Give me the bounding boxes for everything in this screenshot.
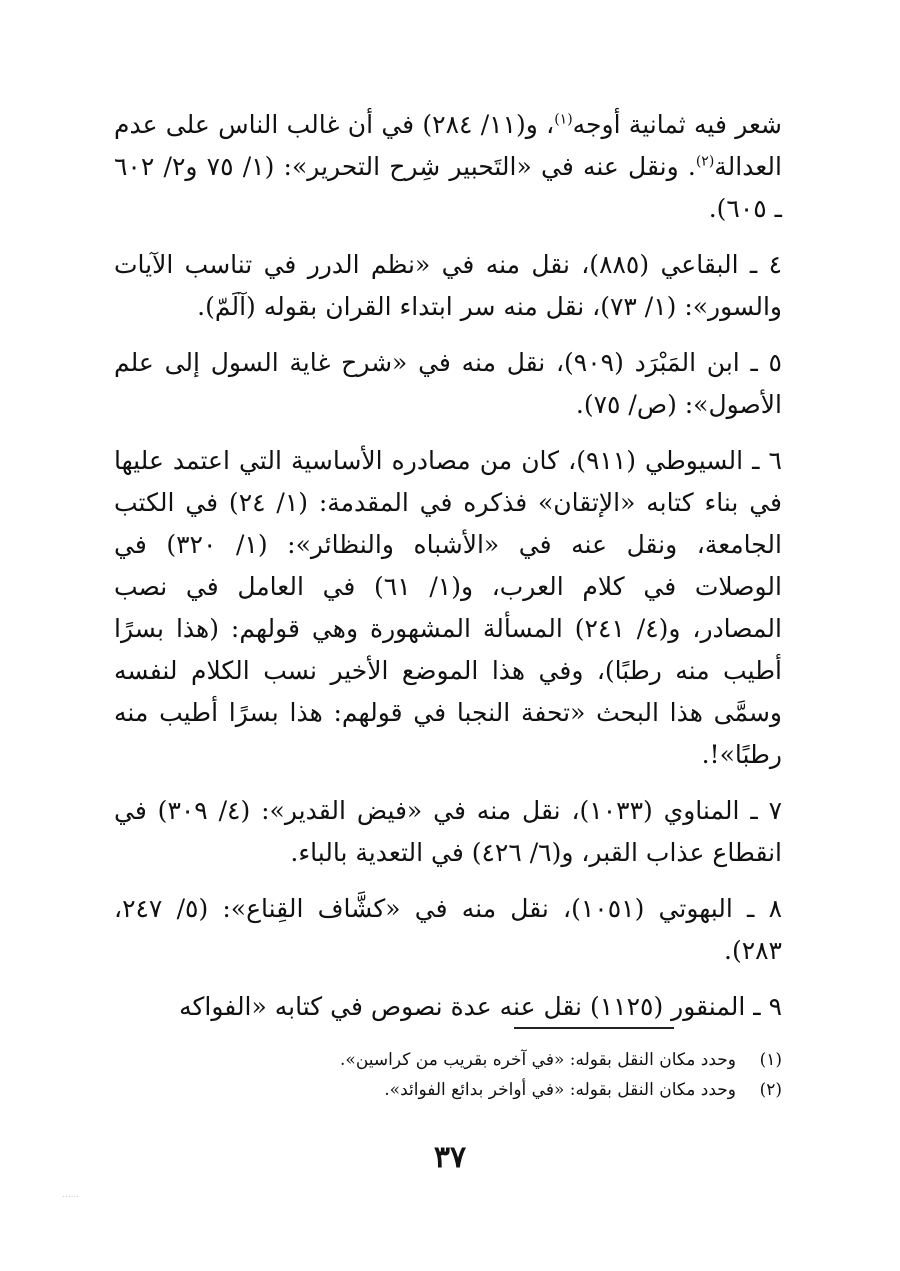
paragraph-item-6: ٦ ـ السيوطي (٩١١)، كان من مصادره الأساسية التي اعتمد عليها في بناء كتابه «الإتقان» فذكره في المقدمة: (١/ ٢٤) في الكتب الجامعة، ونقل عنه في «الأشباه والنظائر»: (١/ ٣٢٠) في الوصلات في كلام العرب، و(١/ ٦١) في العامل في نصب المصادر، و(٤/ ٢٤١) المسألة المشهورة وهي قولهم: (هذا بسرًا أطيب منه رطبًا)، وفي هذا الموضع الأخير نسب الكلام لنفسه وسمَّى هذا البحث «تحفة النجبا في قولهم: هذا بسرًا أطيب منه رطبًا»!. <box>114 446 782 769</box>
footnote-text: وحدد مكان النقل بقوله: «في أواخر بدائع الفوائد». <box>384 1080 736 1100</box>
paragraph-item-5: ٥ ـ ابن المَبْرَد (٩٠٩)، نقل منه في «شرح غاية السول إلى علم الأصول»: (ص/ ٧٥). <box>114 348 782 419</box>
scan-artifact: ...... <box>62 1190 80 1200</box>
footnotes <box>118 1045 782 1105</box>
main-text <box>114 104 782 1042</box>
paragraph-item-4: ٤ ـ البقاعي (٨٨٥)، نقل منه في «نظم الدرر في تناسب الآيات والسور»: (١/ ٧٣)، نقل منه سر ابتداء القران بقوله (آلَمّ). <box>114 250 783 321</box>
footnote-separator <box>514 1027 674 1029</box>
paragraph-item-8: ٨ ـ البهوتي (١٠٥١)، نقل منه في «كشَّاف القِناع»: (٥/ ٢٤٧، ٢٨٣). <box>114 894 783 965</box>
paragraph-text: شعر فيه ثمانية أوجه <box>572 110 782 139</box>
paragraph-item-9: ٩ ـ المنقور (١١٢٥) نقل عنه عدة نصوص في كتابه «الفواكه <box>179 992 782 1021</box>
footnote-text: وحدد مكان النقل بقوله: «في آخره بقريب من كراسين». <box>340 1050 736 1070</box>
footnote-number: (١) <box>759 1050 782 1070</box>
footnote-1 <box>118 1045 782 1075</box>
paragraph-item-7: ٧ ـ المناوي (١٠٣٣)، نقل منه في «فيض القدير»: (٤/ ٣٠٩) في انقطاع عذاب القبر، و(٦/ ٤٢٦) في التعدية بالباء. <box>114 796 782 867</box>
footnote-ref-1[interactable]: (١) <box>554 111 573 128</box>
footnote-2 <box>118 1075 782 1105</box>
footnote-number: (٢) <box>759 1080 782 1100</box>
paragraph-continuation <box>114 104 782 230</box>
paragraph-text: . ونقل عنه في «التَحبير شِرح التحرير»: (١/ ٧٥ و٢/ ٦٠٢ ـ ٦٠٥). <box>114 152 782 223</box>
paragraph-text: ، و(١١/ ٢٨٤) في أن غالب الناس على عدم العدالة <box>114 110 782 181</box>
footnote-ref-2[interactable]: (٢) <box>695 153 715 170</box>
page-number: ٣٧ <box>433 1140 467 1175</box>
